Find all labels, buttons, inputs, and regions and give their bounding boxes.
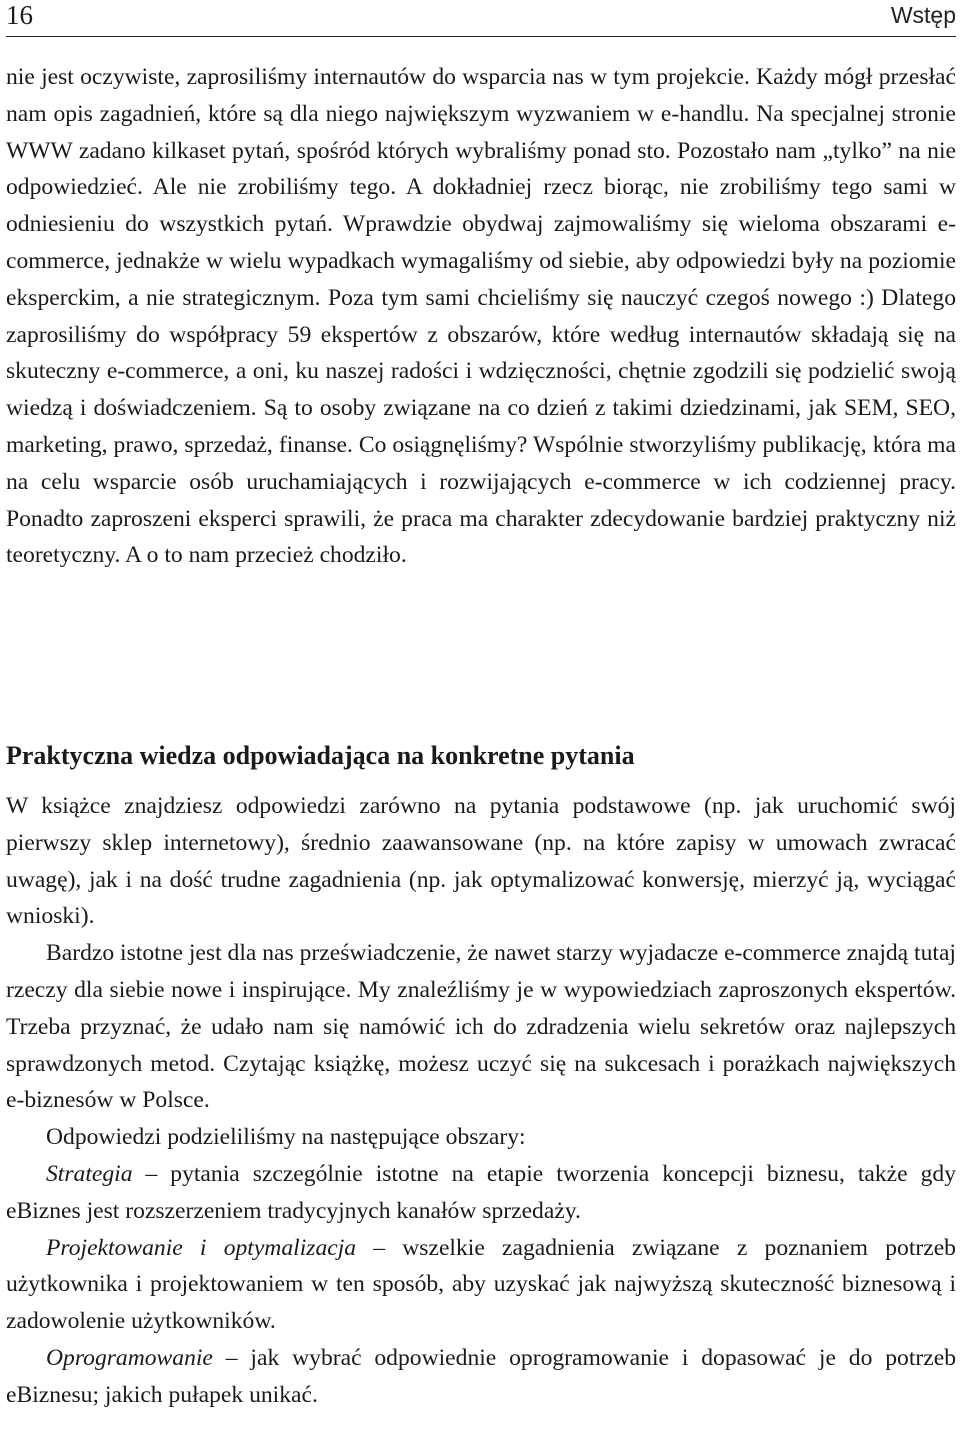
area-term: Projektowanie i optymalizacja — [46, 1234, 357, 1261]
section-text-block — [6, 788, 956, 1414]
page-number: 16 — [6, 0, 33, 30]
area-description: – wszelkie zagadnienia związane z poznaniem potrzeb użytkownika i projektowaniem w ten sposób, aby uzyskać jak najwyższą skuteczność biznesową i zadowolenie użytkowników. — [6, 1234, 956, 1335]
area-projektowanie — [6, 1230, 956, 1340]
area-strategia — [6, 1156, 956, 1230]
section-paragraph-2: Bardzo istotne jest dla nas przeświadczenie, że nawet starzy wyjadacze e-commerce znajdą tutaj rzeczy dla siebie nowe i inspirujące. My znaleźliśmy je w wypowiedziach zaproszonych ekspertów. Trzeba przyznać, że udało nam się namówić ich do zdradzenia wielu sekretów oraz najlepszych sprawdzonych metod. Czytając książkę, możesz uczyć się na sukcesach i porażkach największych e-biznesów w Polsce. — [6, 940, 956, 1114]
section-paragraph-3: Odpowiedzi podzieliliśmy na następujące obszary: — [46, 1124, 526, 1151]
section-heading: Praktyczna wiedza odpowiadająca na konkretne pytania — [6, 741, 635, 770]
area-oprogramowanie — [6, 1340, 956, 1414]
area-term: Strategia — [46, 1160, 133, 1187]
area-description: – pytania szczególnie istotne na etapie tworzenia koncepcji biznesu, także gdy eBiznes jest rozszerzeniem tradycyjnych kanałów sprzedaży. — [6, 1160, 956, 1224]
running-header — [6, 0, 956, 37]
section-paragraph-1: W książce znajdziesz odpowiedzi zarówno na pytania podstawowe (np. jak uruchomić swój pierwszy sklep internetowy), średnio zaawansowane (np. na które zapisy w umowach zwracać uwagę), jak i na dość trudne zagadnienia (np. jak optymalizować konwersję, mierzyć ją, wyciągać wnioski). — [6, 793, 956, 930]
area-description: – jak wybrać odpowiednie oprogramowanie i dopasować je do potrzeb eBiznesu; jakich pułapek unikać. — [6, 1344, 956, 1408]
area-term: Oprogramowanie — [46, 1344, 213, 1371]
intro-paragraph: nie jest oczywiste, zaprosiliśmy internautów do wsparcia nas w tym projekcie. Każdy mógł przesłać nam opis zagadnień, które są dla niego największym wyzwaniem w e-handlu. Na specjalnej stronie WWW zadano kilkaset pytań, spośród których wybraliśmy ponad sto. Pozostało nam „tylko” na nie odpowiedzieć. Ale nie zrobiliśmy tego. A dokładniej rzecz biorąc, nie zrobiliśmy tego sami w odniesieniu do wszystkich pytań. Wprawdzie obydwaj zajmowaliśmy się wieloma obszarami e-commerce, jednakże w wielu wypadkach wymagaliśmy od siebie, aby odpowiedzi były na poziomie eksperckim, a nie strategicznym. Poza tym sami chcieliśmy się nauczyć czegoś nowego :) Dlatego zaprosiliśmy do współpracy 59 ekspertów z obszarów, które według internautów składają się na skuteczny e-commerce, a oni, ku naszej radości i wdzięczności, chętnie zgodzili się podzielić swoją wiedzą i doświadczeniem. Są to osoby związane na co dzień z takimi dziedzinami, jak SEM, SEO, marketing, prawo, sprzedaż, finanse. Co osiągnęliśmy? Wspólnie stworzyliśmy publikację, która ma na celu wsparcie osób uruchamiających i rozwijających e-commerce w ich codziennej pracy. Ponadto zaproszeni eksperci sprawili, że praca ma charakter zdecydowanie bardziej praktyczny niż teoretyczny. A o to nam przecież chodziło. — [6, 64, 956, 569]
intro-text-block — [6, 59, 956, 574]
section-name: Wstęp — [890, 2, 956, 28]
